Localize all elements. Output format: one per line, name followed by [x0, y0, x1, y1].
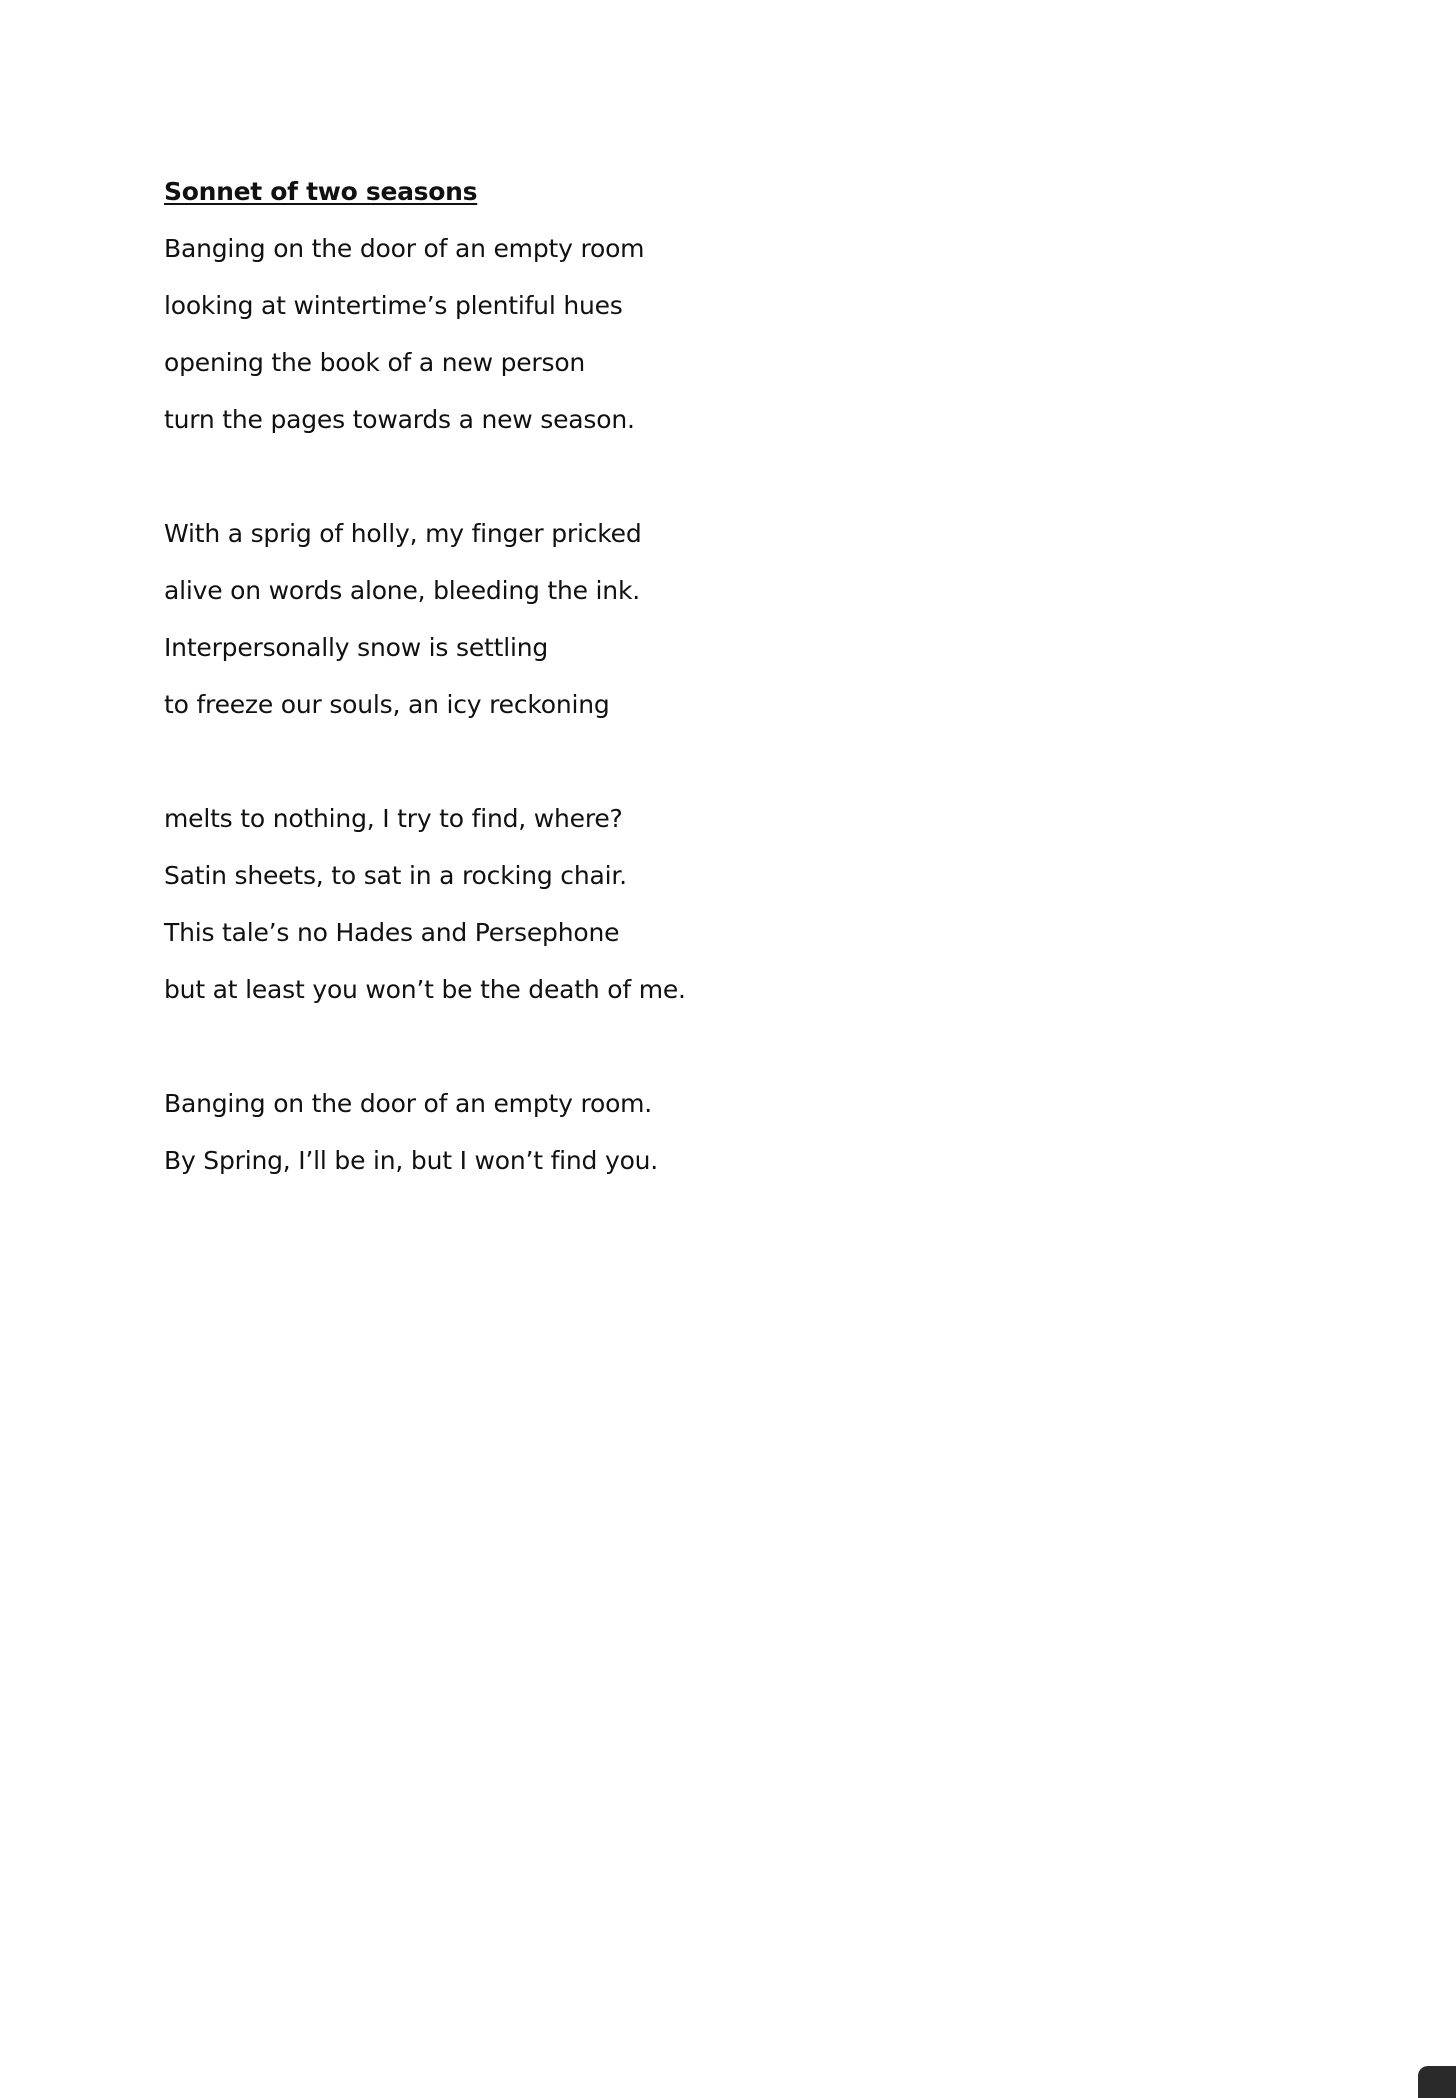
stanza-2: [164, 516, 1064, 723]
stanza-gap: [164, 744, 1064, 801]
corner-tab[interactable]: [1418, 2066, 1456, 2098]
poem-line: Interpersonally snow is settling: [164, 633, 549, 662]
stanza-3: [164, 801, 1064, 1008]
poem-line: melts to nothing, I try to find, where?: [164, 804, 623, 833]
poem-line: Banging on the door of an empty room: [164, 234, 645, 263]
poem-line: Banging on the door of an empty room.: [164, 1089, 653, 1118]
poem-line: Satin sheets, to sat in a rocking chair.: [164, 861, 627, 890]
poem-line: alive on words alone, bleeding the ink.: [164, 576, 640, 605]
poem-line: With a sprig of holly, my finger pricked: [164, 519, 642, 548]
poem-line: looking at wintertime’s plentiful hues: [164, 291, 623, 320]
poem-line: opening the book of a new person: [164, 348, 586, 377]
stanza-gap: [164, 459, 1064, 516]
poem-line: but at least you won’t be the death of me.: [164, 975, 686, 1004]
stanza-4: [164, 1086, 1064, 1179]
stanza-1: [164, 231, 1064, 438]
stanza-gap: [164, 1029, 1064, 1086]
poem-line: turn the pages towards a new season.: [164, 405, 635, 434]
poem: [164, 174, 1064, 1200]
poem-line: This tale’s no Hades and Persephone: [164, 918, 620, 947]
poem-title: Sonnet of two seasons: [164, 177, 478, 206]
poem-line: By Spring, I’ll be in, but I won’t find you.: [164, 1146, 659, 1175]
poem-line: to freeze our souls, an icy reckoning: [164, 690, 610, 719]
